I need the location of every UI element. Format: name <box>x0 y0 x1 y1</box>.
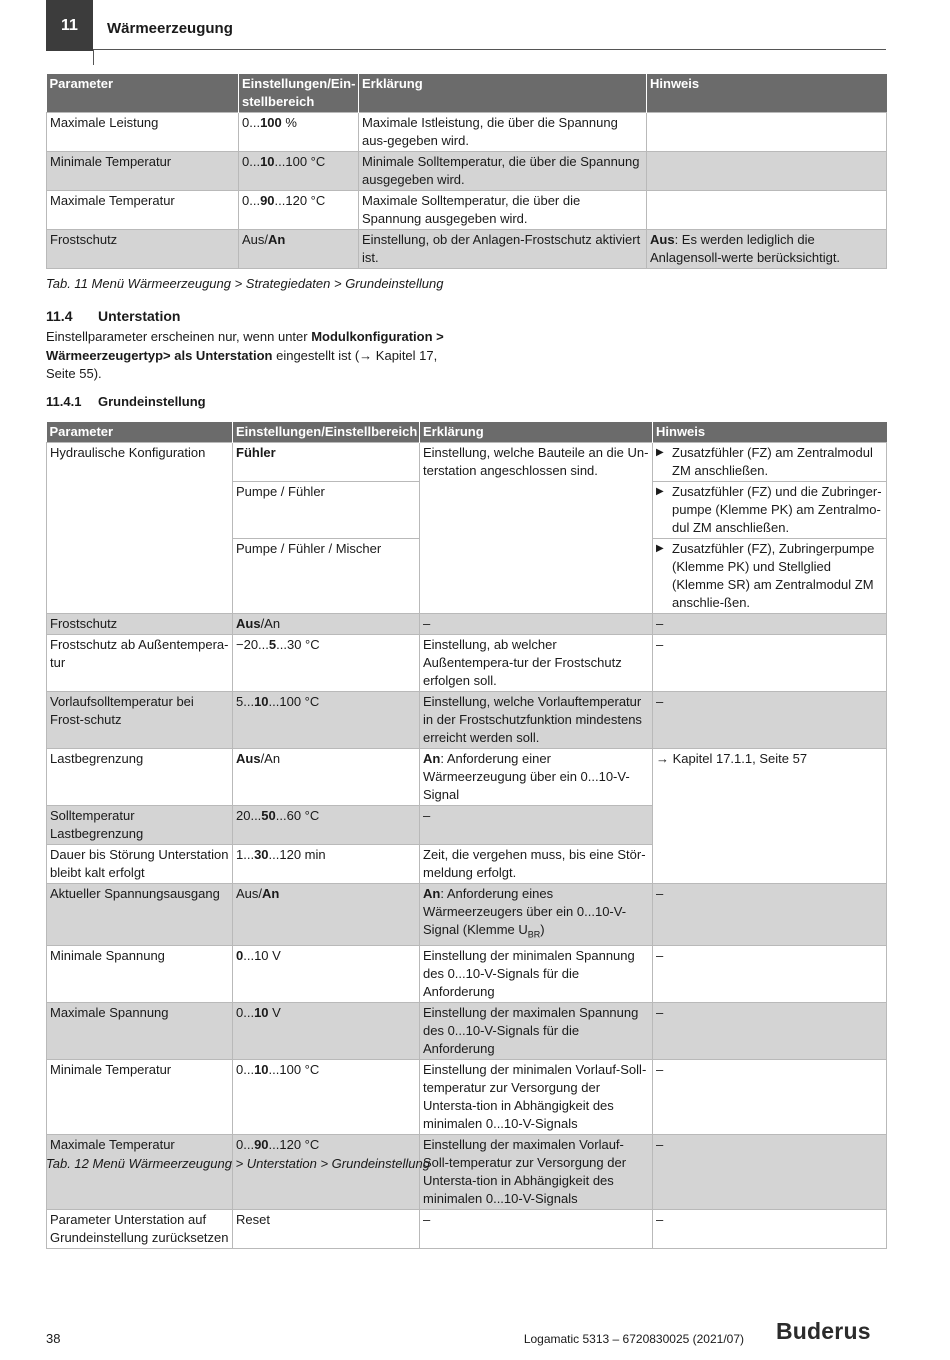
cell-setting: 5...10...100 °C <box>233 692 420 749</box>
cell-setting: 1...30...120 min <box>233 845 420 884</box>
cell-parameter: Frostschutz ab Außentempera-tur <box>47 635 233 692</box>
cell-parameter: Hydraulische Konfiguration <box>47 443 233 614</box>
cell-explanation: – <box>420 806 653 845</box>
cell-setting: 0...10 V <box>233 1002 420 1059</box>
cell-explanation: Einstellung der minimalen Vorlauf-Soll-temperatur zur Versorgung der Untersta-tion in Abhängigkeit des minimalen 0...10-V-Signals <box>420 1059 653 1134</box>
table-row <box>47 614 887 635</box>
cell-hint: – <box>653 692 887 749</box>
cell-setting: Aus/An <box>233 884 420 946</box>
cell-explanation: An: Anforderung eines Wärmeerzeugers über ein 0...10-V-Signal (Klemme $U_{BR}$) <box>420 884 653 946</box>
document-reference: Logamatic 5313 – 6720830025 (2021/07) <box>523 1332 744 1346</box>
cell-explanation: An: Anforderung einer Wärmeerzeugung über ein 0...10-V-Signal <box>420 749 653 806</box>
cell-hint: ▶ Zusatzfühler (FZ) am Zentralmodul ZM anschließen. <box>653 443 887 482</box>
col-header-parameter: Parameter <box>47 74 239 113</box>
col-header-erklaerung: Erklärung <box>420 422 653 443</box>
cell-setting: Reset <box>233 1209 420 1248</box>
cell-parameter: Minimale Temperatur <box>47 152 239 191</box>
cell-explanation: Einstellung der maximalen Vorlauf-Soll-temperatur zur Versorgung der Untersta-tion in Abhängigkeit des minimalen 0...10-V-Signals <box>420 1134 653 1209</box>
cell-parameter: Vorlaufsolltemperatur bei Frost-schutz <box>47 692 233 749</box>
cell-hint: – <box>653 884 887 946</box>
col-header-hinweis: Hinweis <box>653 422 887 443</box>
bullet-arrow-icon: ▶ <box>656 447 664 458</box>
cell-explanation: – <box>420 1209 653 1248</box>
section-heading: 11.4 Unterstation <box>46 308 181 324</box>
page-number: 38 <box>46 1331 61 1346</box>
cell-explanation: Einstellung, ab welcher Außentempera-tur der Frostschutz erfolgen soll. <box>420 635 653 692</box>
col-header-hinweis: Hinweis <box>647 74 887 113</box>
cell-parameter: Frostschutz <box>47 230 239 269</box>
table-row <box>47 945 887 1002</box>
cell-setting: Aus/An <box>233 614 420 635</box>
cell-parameter: Maximale Temperatur <box>47 191 239 230</box>
cell-parameter: Maximale Temperatur <box>47 1134 233 1209</box>
cell-explanation: Einstellung, ob der Anlagen-Frostschutz aktiviert ist. <box>359 230 647 269</box>
table-row <box>47 884 887 946</box>
table-strategiedaten <box>46 74 887 269</box>
cell-parameter: Maximale Spannung <box>47 1002 233 1059</box>
table-caption: Tab. 12 Menü Wärmeerzeugung > Unterstation > Grundeinstellung <box>46 1156 430 1171</box>
subsection-heading: 11.4.1 Grundeinstellung <box>46 394 206 409</box>
table-header-row <box>47 74 887 113</box>
chapter-number: 11 <box>46 0 93 51</box>
cell-parameter: Aktueller Spannungsausgang <box>47 884 233 946</box>
cell-hint: – <box>653 1002 887 1059</box>
cell-hint <box>647 191 887 230</box>
col-header-erklaerung: Erklärung <box>359 74 647 113</box>
table-row <box>47 443 887 482</box>
table-row <box>47 1002 887 1059</box>
table-row <box>47 749 887 806</box>
cell-hint <box>647 152 887 191</box>
cell-hint: Aus: Es werden lediglich die Anlagensoll-werte berücksichtigt. <box>647 230 887 269</box>
cell-hint: → Kapitel 17.1.1, Seite 57 <box>653 749 887 884</box>
table-header-row <box>47 422 887 443</box>
cell-setting: 0...90...120 °C <box>233 1134 420 1209</box>
table-row <box>47 635 887 692</box>
table-row <box>47 191 887 230</box>
cell-setting: 0...10...100 °C <box>239 152 359 191</box>
header-tick <box>93 49 94 65</box>
cell-hint: ▶ Zusatzfühler (FZ) und die Zubringer-pumpe (Klemme PK) am Zentralmo-dul ZM anschließen. <box>653 482 887 539</box>
cell-hint: – <box>653 1209 887 1248</box>
bullet-arrow-icon: ▶ <box>656 486 664 497</box>
cell-hint <box>647 113 887 152</box>
cell-parameter: Parameter Unterstation auf Grundeinstellung zurücksetzen <box>47 1209 233 1248</box>
cell-setting: 20...50...60 °C <box>233 806 420 845</box>
table-row <box>47 152 887 191</box>
cell-explanation: Minimale Solltemperatur, die über die Spannung ausgegeben wird. <box>359 152 647 191</box>
cell-hint: – <box>653 945 887 1002</box>
table-unterstation <box>46 422 887 1249</box>
cell-hint: – <box>653 614 887 635</box>
table-row <box>47 1209 887 1248</box>
cell-setting: 0...10...100 °C <box>233 1059 420 1134</box>
cell-explanation: Einstellung der maximalen Spannung des 0...10-V-Signals für die Anforderung <box>420 1002 653 1059</box>
cell-parameter: Minimale Temperatur <box>47 1059 233 1134</box>
cell-hint: ▶ Zusatzfühler (FZ), Zubringerpumpe (Klemme PK) und Stellglied (Klemme SR) am Zentralmodul ZM anschlie-ßen. <box>653 539 887 614</box>
cell-setting: Fühler <box>233 443 420 482</box>
col-header-einstellungen: Einstellungen/Ein-stellbereich <box>239 74 359 113</box>
cell-setting: 0...100 % <box>239 113 359 152</box>
cell-setting: Aus/An <box>233 749 420 806</box>
cell-parameter: Frostschutz <box>47 614 233 635</box>
cell-parameter: Dauer bis Störung Unterstation bleibt kalt erfolgt <box>47 845 233 884</box>
table-row <box>47 113 887 152</box>
col-header-einstellungen: Einstellungen/Einstellbereich <box>233 422 420 443</box>
cell-setting: 0...90...120 °C <box>239 191 359 230</box>
cell-explanation: Zeit, die vergehen muss, bis eine Stör-meldung erfolgt. <box>420 845 653 884</box>
cell-setting: 0...10 V <box>233 945 420 1002</box>
chapter-title: Wärmeerzeugung <box>107 20 233 37</box>
header-rule <box>93 49 886 50</box>
cell-explanation: Maximale Solltemperatur, die über die Spannung ausgegeben wird. <box>359 191 647 230</box>
cell-parameter: Minimale Spannung <box>47 945 233 1002</box>
cell-setting: Pumpe / Fühler <box>233 482 420 539</box>
table-row <box>47 1059 887 1134</box>
cell-explanation: Maximale Istleistung, die über die Spannung aus-gegeben wird. <box>359 113 647 152</box>
cell-explanation: Einstellung der minimalen Spannung des 0...10-V-Signals für die Anforderung <box>420 945 653 1002</box>
cell-setting: Pumpe / Fühler / Mischer <box>233 539 420 614</box>
cell-setting: Aus/An <box>239 230 359 269</box>
col-header-parameter: Parameter <box>47 422 233 443</box>
cell-parameter: Maximale Leistung <box>47 113 239 152</box>
cell-hint: – <box>653 635 887 692</box>
table-row <box>47 692 887 749</box>
cell-explanation: Einstellung, welche Vorlauftemperatur in der Frostschutzfunktion mindestens erreicht werden soll. <box>420 692 653 749</box>
cell-parameter: Lastbegrenzung <box>47 749 233 806</box>
bullet-arrow-icon: ▶ <box>656 543 664 554</box>
cell-hint: – <box>653 1059 887 1134</box>
table-caption: Tab. 11 Menü Wärmeerzeugung > Strategiedaten > Grundeinstellung <box>46 276 444 291</box>
cell-parameter: Solltemperatur Lastbegrenzung <box>47 806 233 845</box>
table-row <box>47 230 887 269</box>
cell-explanation: – <box>420 614 653 635</box>
buderus-logo: Buderus <box>776 1318 871 1344</box>
cell-setting: −20...5...30 °C <box>233 635 420 692</box>
cell-explanation: Einstellung, welche Bauteile an die Un-terstation angeschlossen sind. <box>420 443 653 614</box>
section-intro: Einstellparameter erscheinen nur, wenn unter Modulkonfiguration > Wärmeerzeugertyp> als Unterstation eingestellt ist (→ Kapitel 17, Seite 55). <box>46 329 444 381</box>
cell-hint: – <box>653 1134 887 1209</box>
